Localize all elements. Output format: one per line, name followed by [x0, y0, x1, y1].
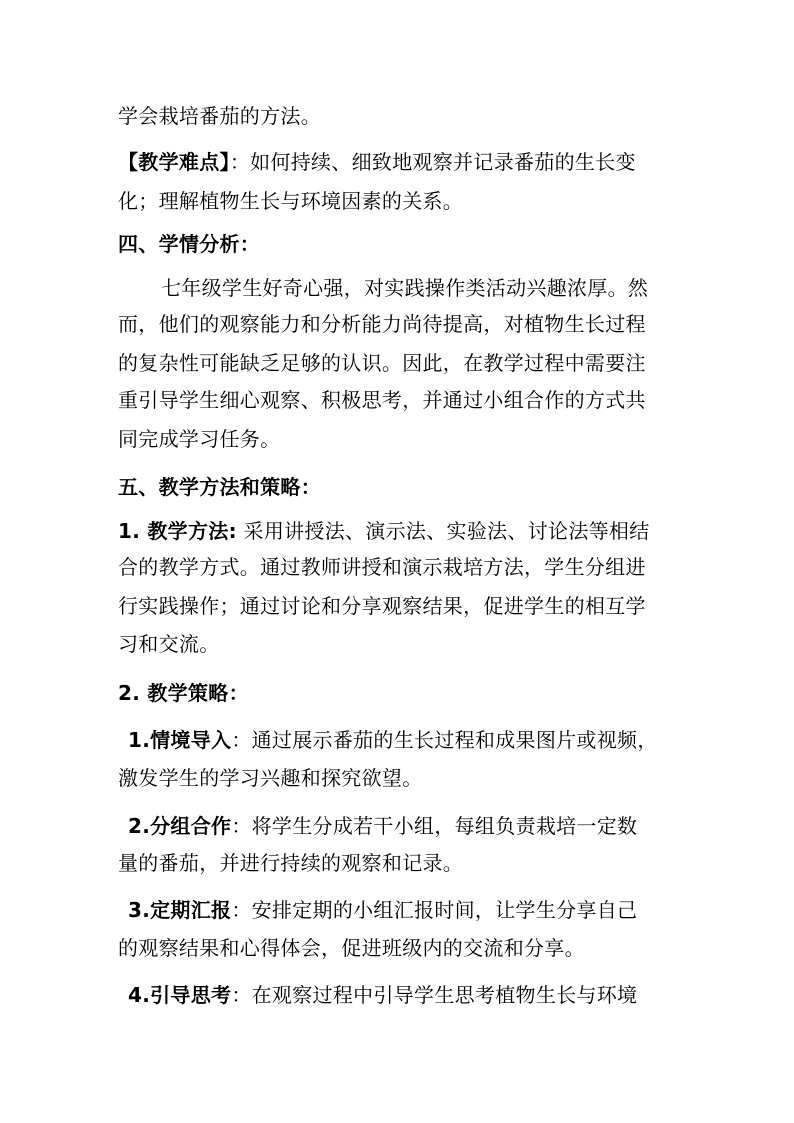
- strategy-label-3: 3.定期汇报: [128, 898, 232, 922]
- section-heading-student-analysis: 四、学情分析：: [118, 232, 261, 256]
- text-line: [128, 814, 637, 838]
- item-heading-strategies: 2. 教学策略：: [118, 681, 249, 705]
- text-segment: ：安排定期的小组汇报时间，让学生分享自己: [231, 898, 638, 922]
- section-label-difficulty: 【教学难点】: [118, 150, 230, 174]
- text-line: 同完成学习任务。: [118, 427, 281, 451]
- text-line: 量的番茄，并进行持续的观察和记录。: [118, 851, 464, 875]
- strategy-label-2: 2.分组合作: [128, 814, 232, 838]
- section-heading-methods: 五、教学方法和策略：: [118, 475, 321, 499]
- text-segment: ：通过展示番茄的生长过程和成果图片或视频，: [231, 728, 658, 752]
- text-segment: 采用讲授法、演示法、实验法、讨论法等相结: [236, 519, 650, 543]
- text-segment: ：在观察过程中引导学生思考植物生长与环境: [231, 983, 638, 1007]
- text-line: [118, 150, 636, 174]
- text-line: [128, 983, 637, 1007]
- text-line: [128, 898, 637, 922]
- text-line: 重引导学生细心观察、积极思考，并通过小组合作的方式共: [118, 388, 646, 412]
- paragraph-first-line: 七年级学生好奇心强，对实践操作类活动兴趣浓厚。然: [161, 276, 649, 300]
- item-label-methods: 1. 教学方法:: [118, 519, 237, 543]
- text-line: [128, 728, 658, 752]
- text-line: 合的教学方式。通过教师讲授和演示栽培方法，学生分组进: [118, 555, 646, 579]
- text-segment: ：如何持续、细致地观察并记录番茄的生长变: [229, 150, 636, 174]
- strategy-label-1: 1.情境导入: [128, 728, 232, 752]
- text-line: 而，他们的观察能力和分析能力尚待提高，对植物生长过程: [118, 312, 646, 336]
- text-line: 学会栽培番茄的方法。: [118, 104, 321, 128]
- text-line: 行实践操作；通过讨论和分享观察结果，促进学生的相互学: [118, 594, 646, 618]
- text-line: 化；理解植物生长与环境因素的关系。: [118, 189, 464, 213]
- text-line: 的复杂性可能缺乏足够的认识。因此，在教学过程中需要注: [118, 351, 646, 375]
- text-segment: ：将学生分成若干小组，每组负责栽培一定数: [231, 814, 638, 838]
- text-line: [118, 519, 650, 543]
- text-line: 的观察结果和心得体会，促进班级内的交流和分享。: [118, 936, 585, 960]
- text-line: 激发学生的学习兴趣和探究欲望。: [118, 766, 423, 790]
- text-line: 习和交流。: [118, 632, 220, 656]
- strategy-label-4: 4.引导思考: [128, 983, 232, 1007]
